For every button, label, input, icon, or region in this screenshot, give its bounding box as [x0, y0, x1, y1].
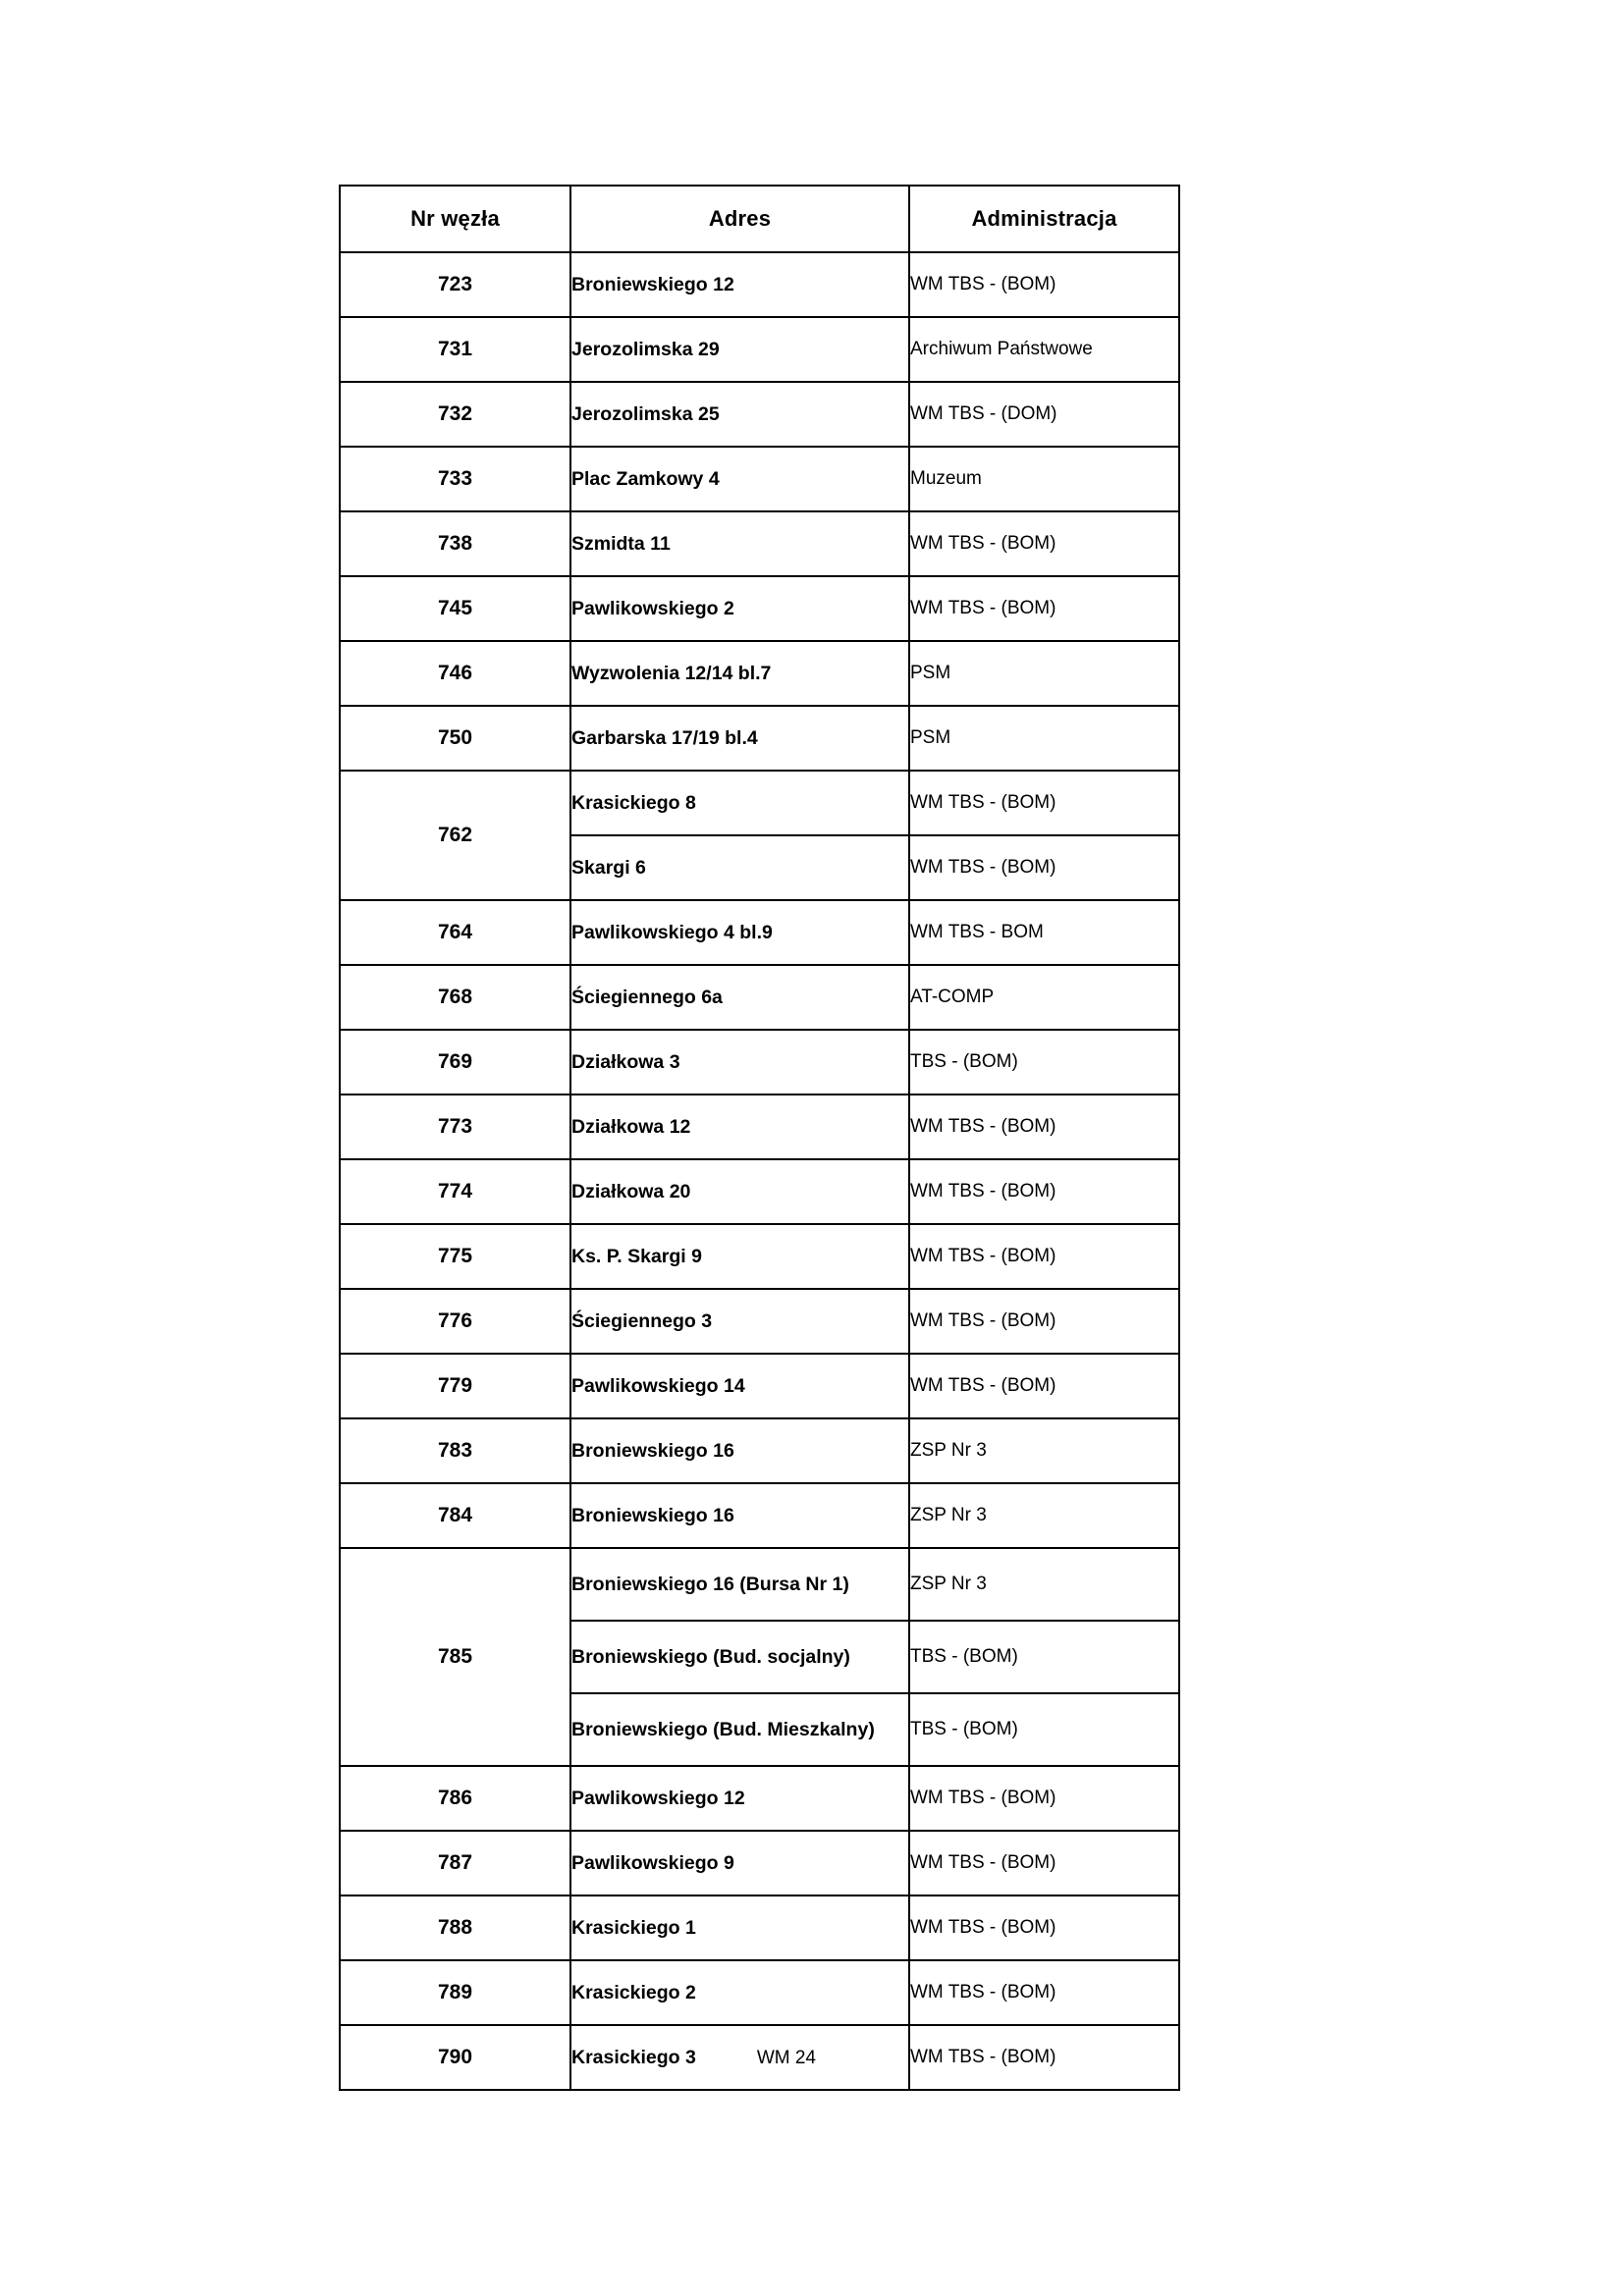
cell-node-number: 723 — [340, 252, 570, 317]
cell-address: Skargi 6 — [570, 835, 909, 900]
table-header — [340, 186, 1179, 252]
cell-administration: AT-COMP — [909, 965, 1179, 1030]
cell-administration: WM TBS - (BOM) — [909, 835, 1179, 900]
cell-address — [570, 2025, 909, 2090]
cell-address: Broniewskiego 16 (Bursa Nr 1) — [570, 1548, 909, 1621]
cell-node-number: 790 — [340, 2025, 570, 2090]
cell-node-number: 733 — [340, 447, 570, 511]
cell-node-number: 784 — [340, 1483, 570, 1548]
cell-address: Ściegiennego 6a — [570, 965, 909, 1030]
table-row — [340, 2025, 1179, 2090]
cell-address: Jerozolimska 25 — [570, 382, 909, 447]
cell-administration: PSM — [909, 706, 1179, 771]
cell-node-number: 764 — [340, 900, 570, 965]
cell-node-number: 788 — [340, 1896, 570, 1960]
cell-node-number: 775 — [340, 1224, 570, 1289]
cell-node-number: 783 — [340, 1418, 570, 1483]
cell-administration: WM TBS - (BOM) — [909, 1766, 1179, 1831]
table-row — [340, 965, 1179, 1030]
table-row — [340, 1548, 1179, 1621]
table-row — [340, 1030, 1179, 1095]
cell-node-number: 732 — [340, 382, 570, 447]
cell-address: Działkowa 20 — [570, 1159, 909, 1224]
cell-administration: ZSP Nr 3 — [909, 1483, 1179, 1548]
cell-administration: WM TBS - (BOM) — [909, 1095, 1179, 1159]
cell-address: Broniewskiego (Bud. socjalny) — [570, 1621, 909, 1693]
address-main: Krasickiego 3 — [571, 2046, 696, 2068]
cell-node-number: 738 — [340, 511, 570, 576]
cell-address: Krasickiego 1 — [570, 1896, 909, 1960]
cell-node-number: 789 — [340, 1960, 570, 2025]
cell-address: Wyzwolenia 12/14 bl.7 — [570, 641, 909, 706]
cell-node-number: 787 — [340, 1831, 570, 1896]
cell-address: Pawlikowskiego 12 — [570, 1766, 909, 1831]
cell-administration: Muzeum — [909, 447, 1179, 511]
cell-node-number: 769 — [340, 1030, 570, 1095]
cell-address: Broniewskiego 12 — [570, 252, 909, 317]
cell-node-number: 731 — [340, 317, 570, 382]
cell-address: Pawlikowskiego 2 — [570, 576, 909, 641]
table-row — [340, 706, 1179, 771]
cell-administration: WM TBS - (BOM) — [909, 2025, 1179, 2090]
cell-administration: WM TBS - (BOM) — [909, 1289, 1179, 1354]
table-row — [340, 641, 1179, 706]
cell-address: Plac Zamkowy 4 — [570, 447, 909, 511]
cell-address: Garbarska 17/19 bl.4 — [570, 706, 909, 771]
cell-address: Ściegiennego 3 — [570, 1289, 909, 1354]
table-row — [340, 1224, 1179, 1289]
cell-address: Szmidta 11 — [570, 511, 909, 576]
cell-node-number: 774 — [340, 1159, 570, 1224]
cell-address: Pawlikowskiego 4 bl.9 — [570, 900, 909, 965]
cell-node-number: 746 — [340, 641, 570, 706]
cell-address: Krasickiego 8 — [570, 771, 909, 835]
table-row — [340, 1095, 1179, 1159]
cell-administration: WM TBS - (BOM) — [909, 1224, 1179, 1289]
table-header-row — [340, 186, 1179, 252]
cell-address: Broniewskiego 16 — [570, 1483, 909, 1548]
cell-administration: WM TBS - (BOM) — [909, 1896, 1179, 1960]
table-row — [340, 1831, 1179, 1896]
cell-node-number: 773 — [340, 1095, 570, 1159]
cell-administration: PSM — [909, 641, 1179, 706]
cell-node-number: 762 — [340, 771, 570, 900]
cell-node-number: 779 — [340, 1354, 570, 1418]
cell-administration: Archiwum Państwowe — [909, 317, 1179, 382]
cell-node-number: 785 — [340, 1548, 570, 1766]
cell-address: Broniewskiego (Bud. Mieszkalny) — [570, 1693, 909, 1766]
cell-node-number: 786 — [340, 1766, 570, 1831]
cell-node-number: 776 — [340, 1289, 570, 1354]
table-row — [340, 1418, 1179, 1483]
table-row — [340, 900, 1179, 965]
table-row — [340, 771, 1179, 835]
cell-administration: WM TBS - (BOM) — [909, 1159, 1179, 1224]
table-row — [340, 511, 1179, 576]
cell-address: Ks. P. Skargi 9 — [570, 1224, 909, 1289]
cell-address: Jerozolimska 29 — [570, 317, 909, 382]
cell-address: Działkowa 3 — [570, 1030, 909, 1095]
table-container — [339, 185, 1178, 2091]
cell-administration: TBS - (BOM) — [909, 1621, 1179, 1693]
table-row — [340, 1960, 1179, 2025]
cell-administration: WM TBS - (BOM) — [909, 1960, 1179, 2025]
address-suffix: WM 24 — [756, 2047, 817, 2068]
cell-administration: WM TBS - (DOM) — [909, 382, 1179, 447]
table-row — [340, 1766, 1179, 1831]
cell-node-number: 745 — [340, 576, 570, 641]
table-row — [340, 1483, 1179, 1548]
table-row — [340, 1159, 1179, 1224]
cell-administration: TBS - (BOM) — [909, 1693, 1179, 1766]
cell-administration: WM TBS - (BOM) — [909, 771, 1179, 835]
cell-node-number: 750 — [340, 706, 570, 771]
cell-address: Broniewskiego 16 — [570, 1418, 909, 1483]
table-row — [340, 1896, 1179, 1960]
table-row — [340, 1289, 1179, 1354]
cell-administration: ZSP Nr 3 — [909, 1418, 1179, 1483]
cell-address: Pawlikowskiego 9 — [570, 1831, 909, 1896]
cell-administration: WM TBS - (BOM) — [909, 576, 1179, 641]
nodes-table — [339, 185, 1180, 2091]
cell-administration: WM TBS - BOM — [909, 900, 1179, 965]
cell-address: Działkowa 12 — [570, 1095, 909, 1159]
table-row — [340, 317, 1179, 382]
table-row — [340, 382, 1179, 447]
table-row — [340, 252, 1179, 317]
cell-administration: TBS - (BOM) — [909, 1030, 1179, 1095]
cell-administration: WM TBS - (BOM) — [909, 511, 1179, 576]
cell-node-number: 768 — [340, 965, 570, 1030]
column-header-nr-wezla: Nr węzła — [340, 186, 570, 252]
column-header-administracja: Administracja — [909, 186, 1179, 252]
cell-address: Pawlikowskiego 14 — [570, 1354, 909, 1418]
table-row — [340, 576, 1179, 641]
cell-administration: WM TBS - (BOM) — [909, 1354, 1179, 1418]
cell-administration: WM TBS - (BOM) — [909, 1831, 1179, 1896]
column-header-adres: Adres — [570, 186, 909, 252]
cell-administration: WM TBS - (BOM) — [909, 252, 1179, 317]
cell-address: Krasickiego 2 — [570, 1960, 909, 2025]
table-row — [340, 447, 1179, 511]
table-row — [340, 1354, 1179, 1418]
table-body — [340, 252, 1179, 2090]
cell-administration: ZSP Nr 3 — [909, 1548, 1179, 1621]
